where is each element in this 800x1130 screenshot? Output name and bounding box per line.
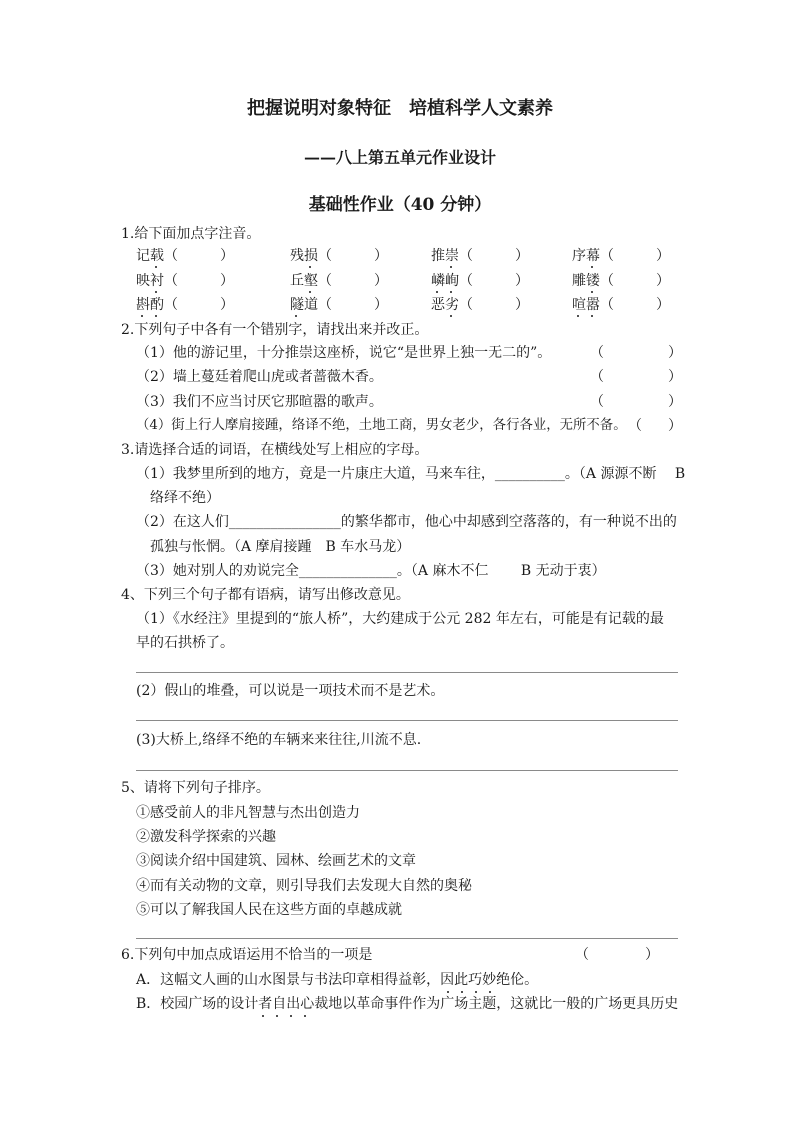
answer-paren: （ ）	[575, 947, 659, 963]
q1-item: 斟酌（ ）	[136, 297, 234, 313]
q3-item: （3）她对别人的劝说完全______________。（A 麻木不仁 B 无动于衷）	[136, 563, 606, 579]
q2-item: （4）街上行人摩肩接踵，络译不绝，土地工商，男女老少，各行各业，无所不备。	[136, 418, 627, 433]
q2-item: （2）墙上蔓廷着爬山虎或者蔷薇木香。	[136, 369, 383, 385]
emphasis-dot	[591, 291, 593, 293]
emphasis-dot	[591, 315, 593, 317]
answer-line	[136, 672, 678, 673]
q5-item: ①感受前人的非凡智慧与杰出创造力	[136, 805, 360, 821]
q6-option-a: A．这幅文人画的山水图景与书法印章相得益彰，因此巧妙绝伦。	[136, 972, 539, 988]
emphasis-dot	[450, 266, 452, 268]
emphasis-dot	[155, 266, 157, 268]
q1-item: 雕镂（ ）	[572, 273, 670, 289]
emphasis-dot	[461, 991, 463, 993]
emphasis-dot	[475, 991, 477, 993]
q4-item: （1）《水经注》里提到的“旅人桥”，大约建成于公元 282 年左右，可能是有记载的最	[136, 611, 664, 627]
q1-item: 隧道（ ）	[290, 297, 388, 313]
q3-item-cont: 络绎不绝）	[150, 490, 220, 506]
answer-paren-close: ）	[668, 345, 682, 361]
q5-item: ④而有关动物的文章，则引导我们去发现大自然的奥秘	[136, 878, 472, 894]
q6-option-b: B．校园广场的设计者自出心裁地以革命事件作为广场主题，这就比一般的广场更具历史	[136, 996, 679, 1012]
emphasis-dot	[309, 291, 311, 293]
answer-paren-close: ）	[668, 394, 682, 410]
q2-prompt: 2.下列句子中各有一个错别字，请找出来并改正。	[121, 322, 429, 338]
q1-item: 喧嚣（ ）	[572, 297, 670, 313]
answer-paren-close: ）	[668, 418, 682, 434]
emphasis-dot	[489, 991, 491, 993]
answer-line	[136, 770, 678, 771]
emphasis-dot	[447, 991, 449, 993]
q4-item: (3)大桥上,络绎不绝的车辆来来往往,川流不息.	[136, 732, 422, 748]
q3-item: （2）在这人们________________的繁华都市，他心中却感到空落落的，有一种说不出的	[136, 514, 677, 530]
emphasis-dot	[450, 291, 452, 293]
emphasis-dot	[155, 315, 157, 317]
emphasis-dot	[304, 1015, 306, 1017]
section-heading: 基础性作业（40 分钟）	[308, 195, 492, 215]
q6-prompt: 6.下列句中加点成语运用不恰当的一项是	[121, 947, 373, 963]
answer-paren-open: （	[590, 345, 604, 361]
q3-prompt: 3.请选择合适的词语，在横线处写上相应的字母。	[121, 442, 429, 458]
emphasis-dot	[262, 1015, 264, 1017]
q1-item: 嶙峋（ ）	[431, 273, 529, 289]
emphasis-dot	[290, 1015, 292, 1017]
q1-item: 恶劣（ ）	[431, 297, 529, 313]
q5-item: ③阅读介绍中国建筑、园林、绘画艺术的文章	[136, 853, 416, 869]
emphasis-dot	[450, 315, 452, 317]
q1-item: 记载（ ）	[136, 248, 234, 264]
q5-item: ②激发科学探索的兴趣	[136, 829, 276, 845]
q1-item: 推崇（ ）	[431, 248, 529, 264]
page-subtitle: ——八上第五单元作业设计	[303, 148, 496, 167]
emphasis-dot	[577, 315, 579, 317]
answer-line	[136, 938, 678, 939]
answer-paren-close: ）	[668, 369, 682, 385]
page-title: 把握说明对象特征 培植科学人文素养	[247, 98, 553, 119]
answer-paren-open: （	[590, 394, 604, 410]
q4-prompt: 4、下列三个句子都有语病，请写出修改意见。	[121, 587, 410, 603]
q1-item: 丘壑（ ）	[290, 273, 388, 289]
q4-item: (2）假山的堆叠，可以说是一项技术而不是艺术。	[136, 683, 445, 699]
q1-item: 映衬（ ）	[136, 273, 234, 289]
q2-item: （1）他的游记里，十分推崇这座桥，说它“是世界上独一无二的”。	[136, 345, 552, 361]
q3-item: （1）我梦里所到的地方，竟是一片康庄大道，马来车往，__________。（A 源源不断 B	[136, 466, 686, 482]
q5-item: ⑤可以了解我国人民在这些方面的卓越成就	[136, 902, 402, 918]
answer-line	[136, 720, 678, 721]
answer-paren-open: （	[628, 418, 642, 434]
emphasis-dot	[155, 291, 157, 293]
q1-item: 残损（ ）	[290, 248, 388, 264]
q1-item: 序幕（ ）	[572, 248, 670, 264]
q1-prompt: 1.给下面加点字注音。	[121, 226, 261, 242]
emphasis-dot	[436, 291, 438, 293]
q2-item: （3）我们不应当讨厌它那暄嚣的歌声。	[136, 394, 383, 410]
emphasis-dot	[591, 266, 593, 268]
q4-item-cont: 早的石拱桥了。	[136, 635, 234, 651]
emphasis-dot	[276, 1015, 278, 1017]
emphasis-dot	[295, 315, 297, 317]
answer-paren-open: （	[590, 369, 604, 385]
q5-prompt: 5、请将下列句子排序。	[121, 780, 270, 796]
emphasis-dot	[309, 266, 311, 268]
q3-item-cont: 孤独与怅惘。（A 摩肩接踵 B 车水马龙）	[150, 539, 411, 555]
emphasis-dot	[141, 315, 143, 317]
